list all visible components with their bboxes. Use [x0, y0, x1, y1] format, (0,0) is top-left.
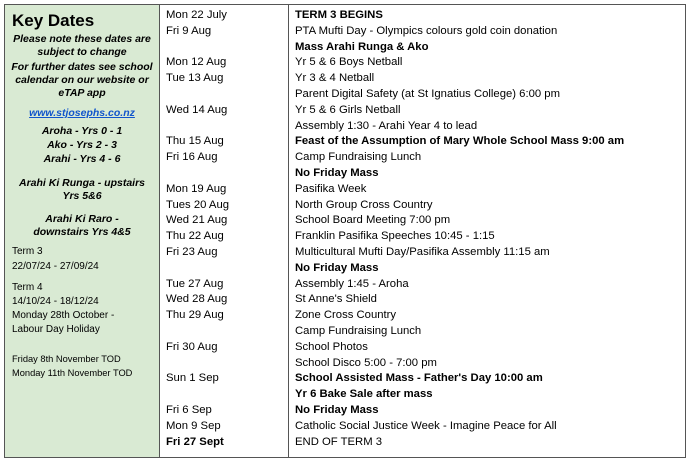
date-cell: Fri 23 Aug [166, 246, 218, 258]
further-dates-note: For further dates see school calendar on our website or eTAP app [11, 61, 153, 99]
labour-day-line2: Labour Day Holiday [12, 324, 100, 335]
date-cell: Mon 9 Sep [166, 419, 221, 432]
event-cell: TERM 3 BEGINS [295, 9, 383, 21]
group-ako: Ako - Yrs 2 - 3 [47, 139, 117, 151]
date-cell: Wed 28 Aug [166, 293, 228, 306]
date-cell: Mon 22 July [166, 9, 227, 21]
key-dates-title: Key Dates [12, 11, 95, 30]
event-cell: Zone Cross Country [295, 309, 397, 322]
date-cell: Tue 27 Aug [166, 277, 224, 290]
date-cell: Mon 19 Aug [166, 182, 227, 195]
event-cell: Parent Digital Safety (at St Ignatius College) 6:00 pm [295, 88, 560, 100]
event-cell: Multicultural Mufti Day/Pasifika Assembly 11:15 am [295, 246, 550, 258]
event-cell: Assembly 1:45 - Aroha [295, 277, 409, 290]
group-arahi: Arahi - Yrs 4 - 6 [43, 153, 121, 165]
event-cell: St Anne's Shield [295, 293, 377, 306]
date-cell: Mon 12 Aug [166, 56, 227, 69]
event-cell: END OF TERM 3 [295, 435, 383, 448]
term4-label: Term 4 [12, 282, 43, 293]
date-cell: Fri 30 Aug [166, 340, 218, 353]
event-cell: School Board Meeting 7:00 pm [295, 214, 451, 227]
arahi-ki-raro: Arahi Ki Raro - downstairs Yrs 4&5 [33, 213, 131, 238]
event-cell: Yr 5 & 6 Boys Netball [295, 56, 403, 69]
event-cell: PTA Mufti Day - Olympics colours gold coin donation [295, 24, 558, 37]
date-cell: Fri 16 Aug [166, 151, 218, 164]
event-cell: Mass Arahi Runga & Ako [295, 40, 429, 53]
event-cell: Feast of the Assumption of Mary Whole School Mass 9:00 am [295, 135, 625, 148]
date-cell: Tues 20 Aug [166, 198, 230, 211]
term3-dates: 22/07/24 - 27/09/24 [12, 261, 99, 272]
date-cell: Fri 9 Aug [166, 24, 212, 37]
date-cell: Thu 22 Aug [166, 230, 224, 243]
date-column [160, 5, 289, 457]
tod-monday: Monday 11th November TOD [12, 368, 133, 378]
event-cell: School Assisted Mass - Father's Day 10:00 am [295, 372, 543, 385]
date-cell: Wed 21 Aug [166, 214, 228, 227]
event-cell: Yr 6 Bake Sale after mass [295, 388, 433, 401]
term4-dates: 14/10/24 - 18/12/24 [12, 296, 99, 307]
event-cell: School Disco 5:00 - 7:00 pm [295, 356, 437, 369]
date-cell: Fri 27 Sept [166, 435, 224, 448]
date-cell: Thu 29 Aug [166, 309, 224, 322]
arahi-ki-runga: Arahi Ki Runga - upstairs Yrs 5&6 [18, 177, 145, 202]
event-cell: Pasifika Week [295, 182, 367, 195]
event-cell: North Group Cross Country [295, 198, 433, 211]
school-website-link[interactable]: www.stjosephs.co.nz [29, 107, 135, 119]
event-cell: Yr 5 & 6 Girls Netball [295, 103, 401, 116]
event-cell: Catholic Social Justice Week - Imagine Peace for All [295, 419, 557, 432]
event-cell: No Friday Mass [295, 261, 379, 274]
event-cell: Camp Fundraising Lunch [295, 325, 422, 337]
key-dates-sidebar [5, 5, 160, 457]
event-cell: No Friday Mass [295, 404, 379, 416]
event-column [289, 5, 685, 457]
date-cell: Wed 14 Aug [166, 103, 228, 116]
term3-label: Term 3 [12, 246, 43, 257]
event-cell: Franklin Pasifika Speeches 10:45 - 1:15 [295, 230, 495, 243]
event-cell: No Friday Mass [295, 167, 379, 179]
event-cell: School Photos [295, 340, 368, 353]
key-dates-table [4, 4, 686, 458]
date-cell: Tue 13 Aug [166, 72, 224, 85]
event-cell: Camp Fundraising Lunch [295, 151, 422, 164]
date-cell: Thu 15 Aug [166, 135, 224, 148]
date-cell: Fri 6 Sep [166, 404, 212, 416]
event-cell: Yr 3 & 4 Netball [295, 72, 375, 85]
date-cell: Sun 1 Sep [166, 372, 219, 385]
subject-to-change-note: Please note these dates are subject to change [13, 33, 151, 58]
labour-day-line1: Monday 28th October - [12, 310, 115, 321]
tod-friday: Friday 8th November TOD [12, 354, 121, 364]
group-aroha: Aroha - Yrs 0 - 1 [41, 125, 123, 137]
event-cell: Assembly 1:30 - Arahi Year 4 to lead [295, 119, 478, 132]
